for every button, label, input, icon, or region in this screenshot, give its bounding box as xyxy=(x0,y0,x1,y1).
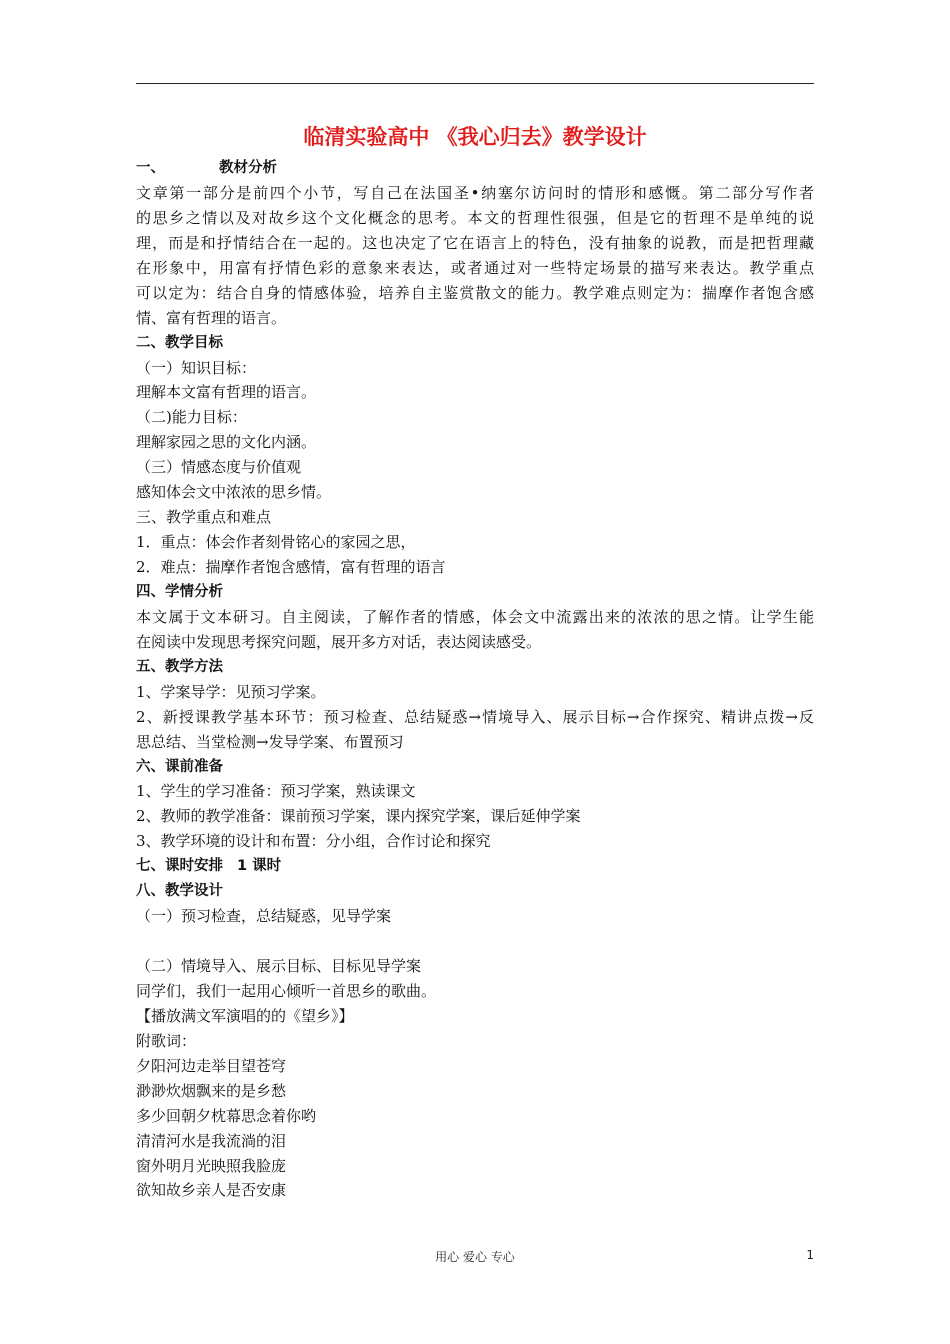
text-line: 2、教师的教学准备：课前预习学案，课内探究学案，课后延伸学案 xyxy=(136,807,581,826)
text-line: 三、教学重点和难点 xyxy=(136,508,272,527)
header-rule xyxy=(136,83,814,84)
text-line: 2、新授课教学基本环节：预习检查、总结疑惑→情境导入、展示目标→合作探究、精讲点拨→反 xyxy=(136,707,814,726)
text-line: 理解家园之思的文化内涵。 xyxy=(136,433,317,452)
text-line: 附歌词： xyxy=(136,1031,197,1050)
text-line: 3、教学环境的设计和布置：分小组，合作讨论和探究 xyxy=(136,832,491,851)
page-number: 1 xyxy=(806,1248,814,1262)
paragraph-line: 文章第一部分是前四个小节，写自己在法国圣•纳塞尔访问时的情形和感慨。第二部分写作者 xyxy=(136,183,814,202)
section-heading-2: 二、教学目标 xyxy=(136,334,223,351)
section-title: 七、课时安排 xyxy=(136,858,223,875)
document-body xyxy=(136,156,814,1203)
lyric-line: 多少回朝夕枕幕思念着你哟 xyxy=(136,1106,317,1125)
section-number: 一、 xyxy=(136,160,165,176)
text-line: （三）情感态度与价值观 xyxy=(136,458,302,477)
paragraph-line: 可以定为：结合自身的情感体验，培养自主鉴赏散文的能力。教学难点则定为：揣摩作者饱含感 xyxy=(136,283,814,302)
text-line: 思总结、当堂检测→发导学案、布置预习 xyxy=(136,732,404,751)
paragraph-line: 情、富有哲理的语言。 xyxy=(136,308,287,327)
lyric-line: 欲知故乡亲人是否安康 xyxy=(136,1181,287,1200)
text-line: 理解本文富有哲理的语言。 xyxy=(136,383,317,402)
text-line: （二）情境导入、展示目标、目标见导学案 xyxy=(136,957,422,975)
lyric-line: 窗外明月光映照我脸庞 xyxy=(136,1156,287,1175)
text-line: （一）知识目标： xyxy=(136,358,257,377)
lyric-line: 夕阳河边走举目望苍穹 xyxy=(136,1056,287,1075)
text-line: 【播放满文军演唱的的《望乡》】 xyxy=(136,1006,354,1025)
paragraph-line: 本文属于文本研习。自主阅读，了解作者的情感，体会文中流露出来的浓浓的思之情。让学生能 xyxy=(136,607,814,626)
section-heading-6: 六、课前准备 xyxy=(136,758,223,775)
paragraph-line: 在形象中，用富有抒情色彩的意象来表达，或者通过对一些特定场景的描写来表达。教学重点 xyxy=(136,258,814,277)
section-title: 教材分析 xyxy=(219,160,277,176)
text-line: （一）预习检查，总结疑惑，见导学案 xyxy=(136,907,392,926)
text-line: 1、学生的学习准备：预习学案，熟读课文 xyxy=(136,782,416,801)
paragraph-line: 在阅读中发现思考探究问题，展开多方对话，表达阅读感受。 xyxy=(136,632,542,651)
lyric-line: 渺渺炊烟飘来的是乡愁 xyxy=(136,1081,287,1100)
section-heading-8: 八、教学设计 xyxy=(136,883,223,900)
text-line: 1、学案导学：见预习学案。 xyxy=(136,682,326,701)
blank-line xyxy=(136,929,814,954)
section-heading-7 xyxy=(136,854,814,879)
section-heading-1 xyxy=(136,156,814,181)
page-footer: 用心 爱心 专心 xyxy=(435,1250,515,1264)
text-line: 2．难点：揣摩作者饱含感情，富有哲理的语言 xyxy=(136,558,446,576)
text-line: 感知体会文中浓浓的思乡情。 xyxy=(136,483,332,502)
text-line: （二)能力目标： xyxy=(136,408,247,427)
paragraph-line: 的思乡之情以及对故乡这个文化概念的思考。本文的哲理性很强，但是它的哲理不是单纯的说 xyxy=(136,208,814,227)
paragraph-line: 理，而是和抒情结合在一起的。这也决定了它在语言上的特色，没有抽象的说教，而是把哲理藏 xyxy=(136,233,814,252)
lyric-line: 清清河水是我流淌的泪 xyxy=(136,1131,287,1150)
section-heading-4: 四、学情分析 xyxy=(136,583,223,600)
document-title: 临清实验高中 《我心归去》教学设计 xyxy=(303,125,647,149)
section-heading-5: 五、教学方法 xyxy=(136,658,223,675)
text-line: 同学们，我们一起用心倾听一首思乡的歌曲。 xyxy=(136,981,437,1000)
lesson-count: 1 课时 xyxy=(237,858,282,875)
text-line: 1．重点：体会作者刻骨铭心的家园之思， xyxy=(136,533,416,552)
